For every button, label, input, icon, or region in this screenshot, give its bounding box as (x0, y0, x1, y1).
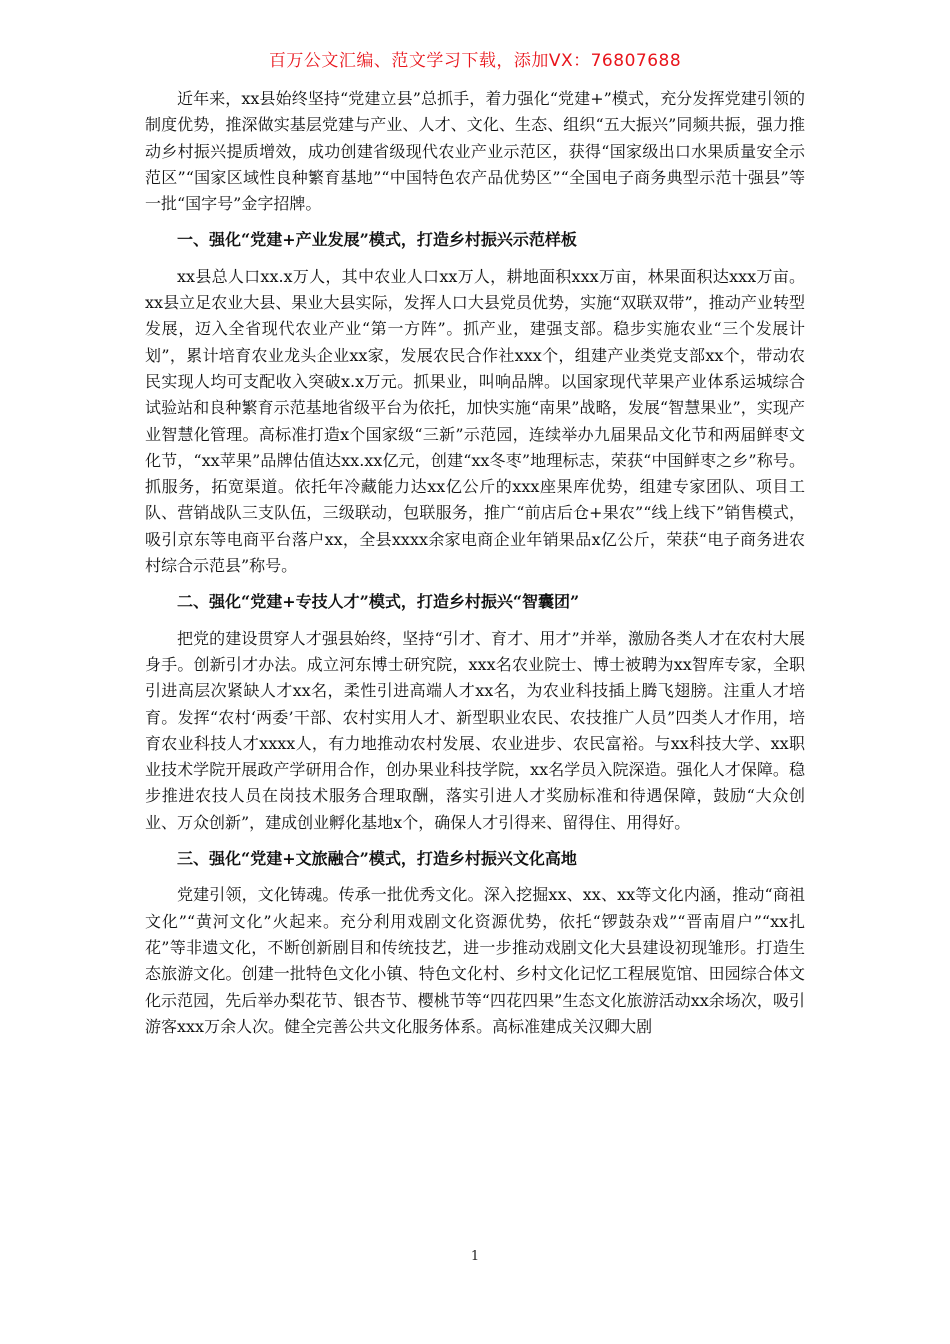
header-banner: 百万公文汇编、范文学习下载，添加VX：76807688 (268, 51, 682, 71)
section-body-1: xx县总人口xx.x万人，其中农业人口xx万人，耕地面积xxx万亩，林果面积达xxx万亩。xx县立足农业大县、果业大县实际，发挥人口大县党员优势，实施“双联双带”，推动产业转型发展，迈入全省现代农业产业“第一方阵”。抓产业，建强支部。稳步实施农业“三个发展计划”，累计培育农业龙头企业xx家，发展农民合作社xxx个，组建产业类党支部xx个，带动农民实现人均可支配收入突破x.x万元。抓果业，叫响品牌。以国家现代苹果产业体系运城综合试验站和良种繁育示范基地省级平台为依托，加快实施“南果”战略，发展“智慧果业”，实现产业智慧化管理。高标准打造x个国家级“三新”示范园，连续举办九届果品文化节和两届鲜枣文化节，“xx苹果”品牌估值达xx.xx亿元，创建“xx冬枣”地理标志，荣获“中国鲜枣之乡”称号。抓服务，拓宽渠道。依托年冷藏能力达xx亿公斤的xxx座果库优势，组建专家团队、项目工队、营销战队三支队伍，三级联动，包联服务，推广“前店后仓+果农”“线上线下”销售模式，吸引京东等电商平台落户xx，全县xxxx余家电商企业年销果品x亿公斤，荣获“电子商务进农村综合示范县”称号。 (145, 266, 805, 576)
section-heading-1: 一、强化“党建+产业发展”模式，打造乡村振兴示范样板 (177, 230, 577, 250)
document-body (145, 86, 805, 1040)
section-heading-2: 二、强化“党建+专技人才”模式，打造乡村振兴“智囊团” (177, 592, 580, 612)
section-body-3: 党建引领，文化铸魂。传承一批优秀文化。深入挖掘xx、xx、xx等文化内涵，推动“商祖文化”“黄河文化”火起来。充分利用戏剧文化资源优势，依托“锣鼓杂戏”“晋南眉户”“xx扎花”等非遗文化，不断创新剧目和传统技艺，进一步推动戏剧文化大县建设初现雏形。打造生态旅游文化。创建一批特色文化小镇、特色文化村、乡村文化记忆工程展览馆、田园综合体文化示范园，先后举办梨花节、银杏节、樱桃节等“四花四果”生态文化旅游活动xx余场次，吸引游客xxx万余人次。健全完善公共文化服务体系。高标准建成关汉卿大剧 (145, 885, 805, 1036)
section-body-2: 把党的建设贯穿人才强县始终，坚持“引才、育才、用才”并举，激励各类人才在农村大展身手。创新引才办法。成立河东博士研究院，xxx名农业院士、博士被聘为xx智库专家，全职引进高层次紧缺人才xx名，柔性引进高端人才xx名，为农业科技插上腾飞翅膀。注重人才培育。发挥“农村‘两委’干部、农村实用人才、新型职业农民、农技推广人员”四类人才作用，培育农业科技人才xxxx人，有力地推动农村发展、农业进步、农民富裕。与xx科技大学、xx职业技术学院开展政产学研用合作，创办果业科技学院，xx名学员入院深造。强化人才保障。稳步推进农技人员在岗技术服务合理取酬，落实引进人才奖励标准和待遇保障，鼓励“大众创业、万众创新”，建成创业孵化基地x个，确保人才引得来、留得住、用得好。 (145, 628, 805, 832)
intro-paragraph: 近年来，xx县始终坚持“党建立县”总抓手，着力强化“党建+”模式，充分发挥党建引领的制度优势，推深做实基层党建与产业、人才、文化、生态、组织“五大振兴”同频共振，强力推动乡村振兴提质增效，成功创建省级现代农业产业示范区，获得“国家级出口水果质量安全示范区”“国家区域性良种繁育基地”“中国特色农产品优势区”“全国电子商务典型示范十强县”等一批“国字号”金字招牌。 (145, 89, 805, 214)
page-number: 1 (470, 1249, 480, 1264)
section-heading-3: 三、强化“党建+文旅融合”模式，打造乡村振兴文化高地 (177, 849, 577, 869)
